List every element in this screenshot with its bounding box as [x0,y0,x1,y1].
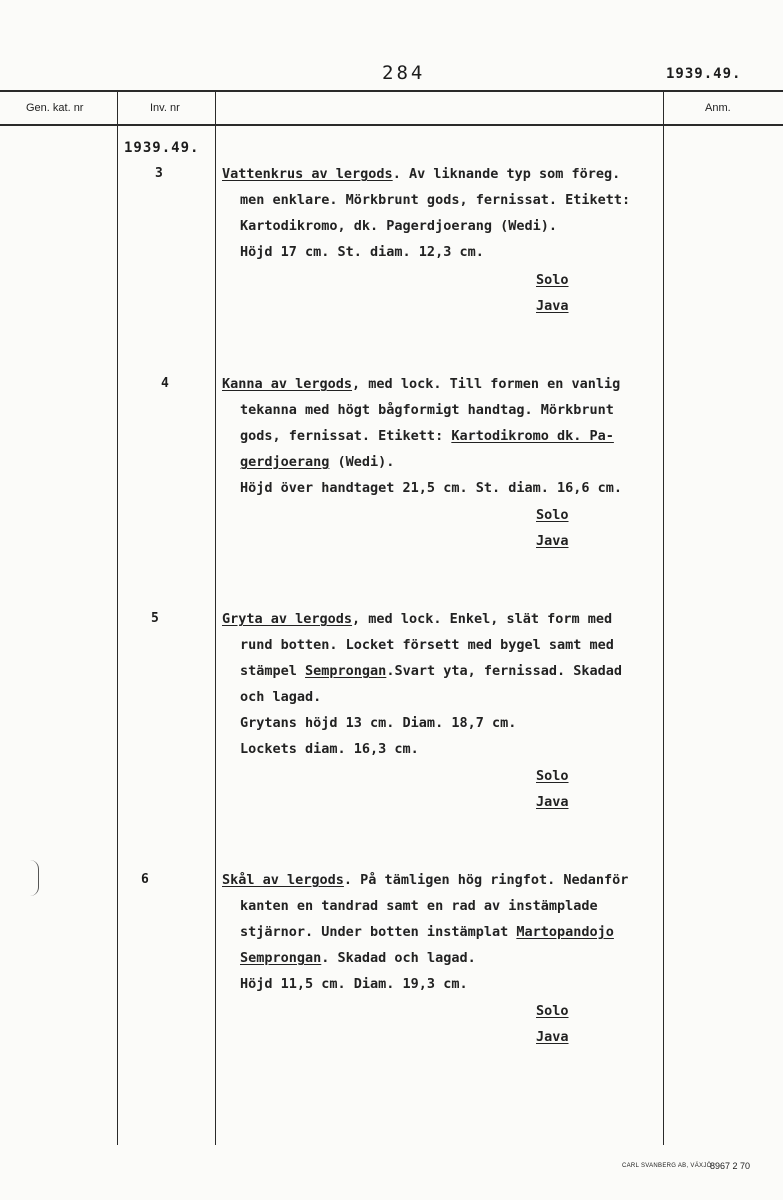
underlined-term: Gryta av lergods [222,611,353,627]
column-divider-text-anm [663,90,664,1145]
series-number-header: 1939.49. [666,66,742,82]
description-text: stjärnor. Under botten instämplat [240,924,517,940]
page-number: 284 [382,62,426,84]
description-text: Kartodikromo, dk. Pagerdjoerang (Wedi). [240,218,557,234]
entry-description-line [240,663,622,679]
underlined-term: Semprongan [305,663,387,679]
place-city: Solo [536,768,569,784]
description-text: , med lock. Till formen en vanlig [352,376,621,392]
description-text: Grytans höjd 13 cm. Diam. 18,7 cm. [240,715,517,731]
underlined-term: Kanna av lergods [222,376,353,392]
place-island: Java [536,533,569,549]
place-island: Java [536,298,569,314]
inventory-number: 4 [161,376,169,391]
margin-pencil-mark [30,860,39,896]
place-island: Java [536,1029,569,1045]
description-text: Höjd 11,5 cm. Diam. 19,3 cm. [240,976,468,992]
description-text: men enklare. Mörkbrunt gods, fernissat. Etikett: [240,192,631,208]
description-text: Höjd över handtaget 21,5 cm. St. diam. 16,6 cm. [240,480,623,496]
column-divider-gen-inv [117,90,118,1145]
entry-description-line [222,376,620,392]
underlined-term: Martopandojo [516,924,614,940]
column-header-inv: Inv. nr [150,102,180,114]
underlined-term: Semprongan [240,950,322,966]
entry-description-line [240,924,614,940]
description-text: gods, fernissat. Etikett: [240,428,452,444]
form-code: 8967 2 70 [710,1161,751,1171]
description-text: kanten en tandrad samt en rad av instämplade [240,898,598,914]
underlined-term: gerdjoerang [240,454,330,470]
place-city: Solo [536,1003,569,1019]
column-header-anm: Anm. [705,102,731,114]
entry-description-line [240,898,598,914]
underlined-term: Vattenkrus av lergods [222,166,393,182]
description-text: Lockets diam. 16,3 cm. [240,741,419,757]
description-text: . Av liknande typ som föreg. [392,166,621,182]
inventory-number: 5 [151,611,159,626]
underlined-term: Skål av lergods [222,872,344,888]
inventory-number: 6 [141,872,149,887]
place-island: Java [536,794,569,810]
underlined-term: Kartodikromo dk. Pa- [451,428,614,444]
entry-description-line [240,192,630,208]
description-text: rund botten. Locket försett med bygel samt med [240,637,614,653]
entry-description-line [222,872,628,888]
description-text: tekanna med högt bågformigt handtag. Mörkbrunt [240,402,614,418]
series-number: 1939.49. [124,140,200,156]
entry-description-line [240,218,557,234]
entry-description-line [240,454,394,470]
description-text: stämpel [240,663,306,679]
column-header-gen-kat: Gen. kat. nr [26,102,84,114]
description-text: och lagad. [240,689,322,705]
entry-description-line [222,166,620,182]
entry-description-line [240,428,614,444]
entry-description-line [240,715,516,731]
column-divider-inv-text [215,90,216,1145]
entry-description-line [240,480,622,496]
description-text: , med lock. Enkel, slät form med [352,611,613,627]
entry-description-line [222,611,612,627]
entry-description-line [240,244,484,260]
place-city: Solo [536,272,569,288]
entry-description-line [240,637,614,653]
description-text: Höjd 17 cm. St. diam. 12,3 cm. [240,244,484,260]
printer-imprint: CARL SVANBERG AB, VÄXJÖ [622,1163,712,1169]
entry-description-line [240,976,468,992]
entry-description-line [240,741,419,757]
entry-description-line [240,689,321,705]
description-text: . På tämligen hög ringfot. Nedanför [343,872,629,888]
description-text: . Skadad och lagad. [321,950,476,966]
description-text: (Wedi). [329,454,395,470]
description-text: .Svart yta, fernissad. Skadad [386,663,623,679]
inventory-number: 3 [155,166,163,181]
entry-description-line [240,950,476,966]
entry-description-line [240,402,614,418]
place-city: Solo [536,507,569,523]
